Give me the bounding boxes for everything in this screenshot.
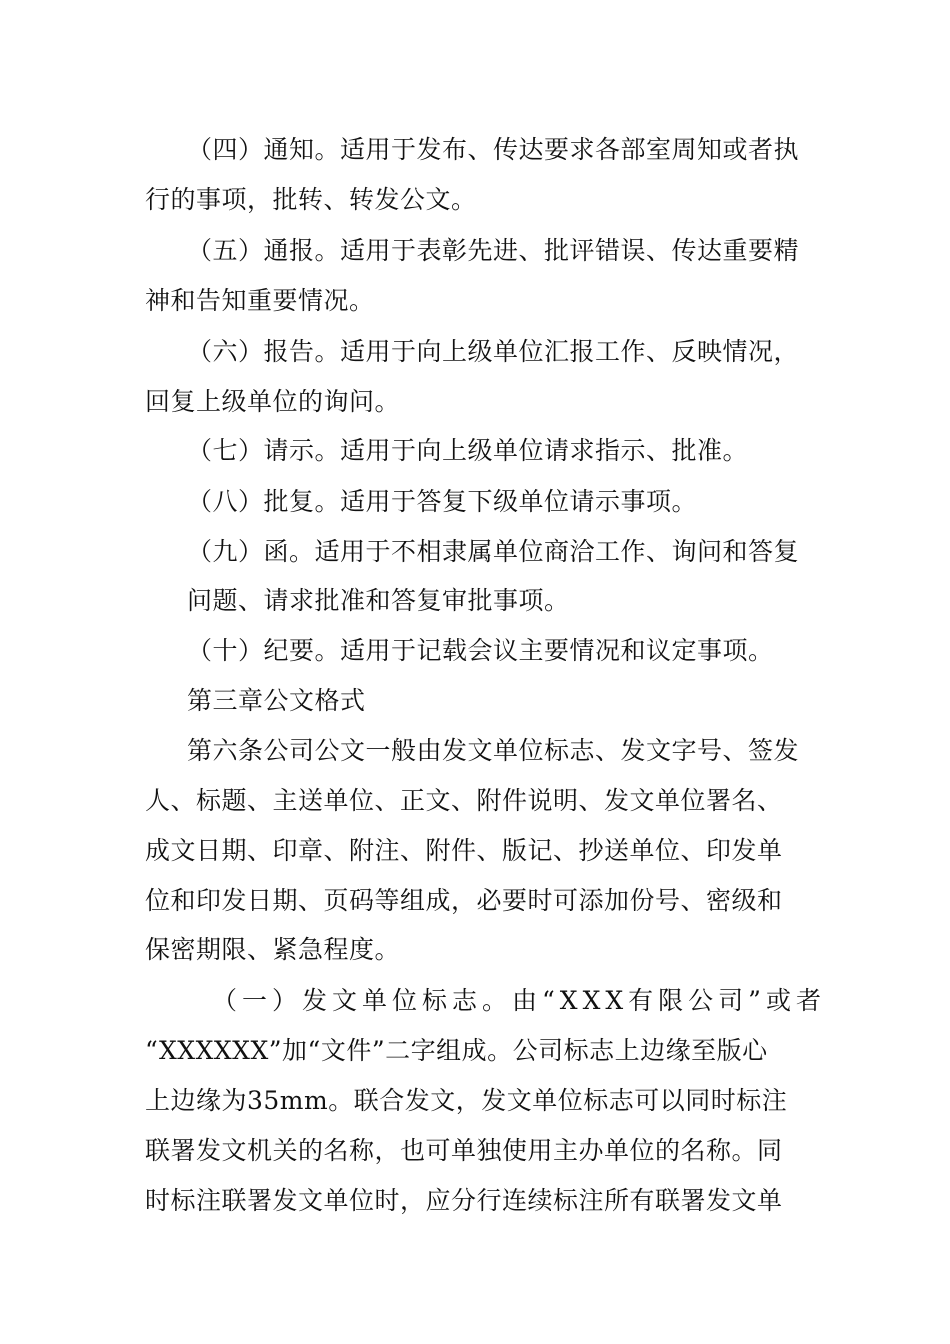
text-line: 位和印发日期、页码等组成，必要时可添加份号、密级和 [145,886,783,915]
text-line: 神和告知重要情况。 [145,286,375,315]
text-line: 人、标题、主送单位、正文、附件说明、发文单位署名、 [145,786,783,815]
text-line: 联署发文机关的名称，也可单独使用主办单位的名称。同 [145,1136,783,1165]
text-line: 第六条公司公文一般由发文单位标志、发文字号、签发 [187,736,800,765]
text-line: （一）发文单位标志。由“XXX有限公司”或者 [212,986,826,1015]
text-line: （九）函。适用于不相隶属单位商洽工作、询问和答复 [187,537,800,566]
text-line: 问题、请求批准和答复审批事项。 [187,586,570,615]
text-line: 时标注联署发文单位时，应分行连续标注所有联署发文单 [145,1186,783,1215]
text-line: 回复上级单位的询问。 [145,387,401,416]
text-line: 成文日期、印章、附注、附件、版记、抄送单位、印发单 [145,836,783,865]
text-line: （十）纪要。适用于记载会议主要情况和议定事项。 [187,636,774,665]
text-line: 保密期限、紧急程度。 [145,935,401,964]
text-line: （五）通报。适用于表彰先进、批评错误、传达重要精 [187,236,800,265]
text-line: “XXXXXX”加“文件”二字组成。公司标志上边缘至版心 [145,1036,768,1065]
text-line: 行的事项，批转、转发公文。 [145,185,477,214]
text-line: 上边缘为35mm。联合发文，发文单位标志可以同时标注 [145,1086,788,1115]
text-line: （七）请示。适用于向上级单位请求指示、批准。 [187,436,749,465]
text-line: （八）批复。适用于答复下级单位请示事项。 [187,487,698,516]
text-line: （四）通知。适用于发布、传达要求各部室周知或者执 [187,135,800,164]
text-line: （六）报告。适用于向上级单位汇报工作、反映情况， [187,337,800,366]
section-heading: 第三章公文格式 [187,686,366,715]
